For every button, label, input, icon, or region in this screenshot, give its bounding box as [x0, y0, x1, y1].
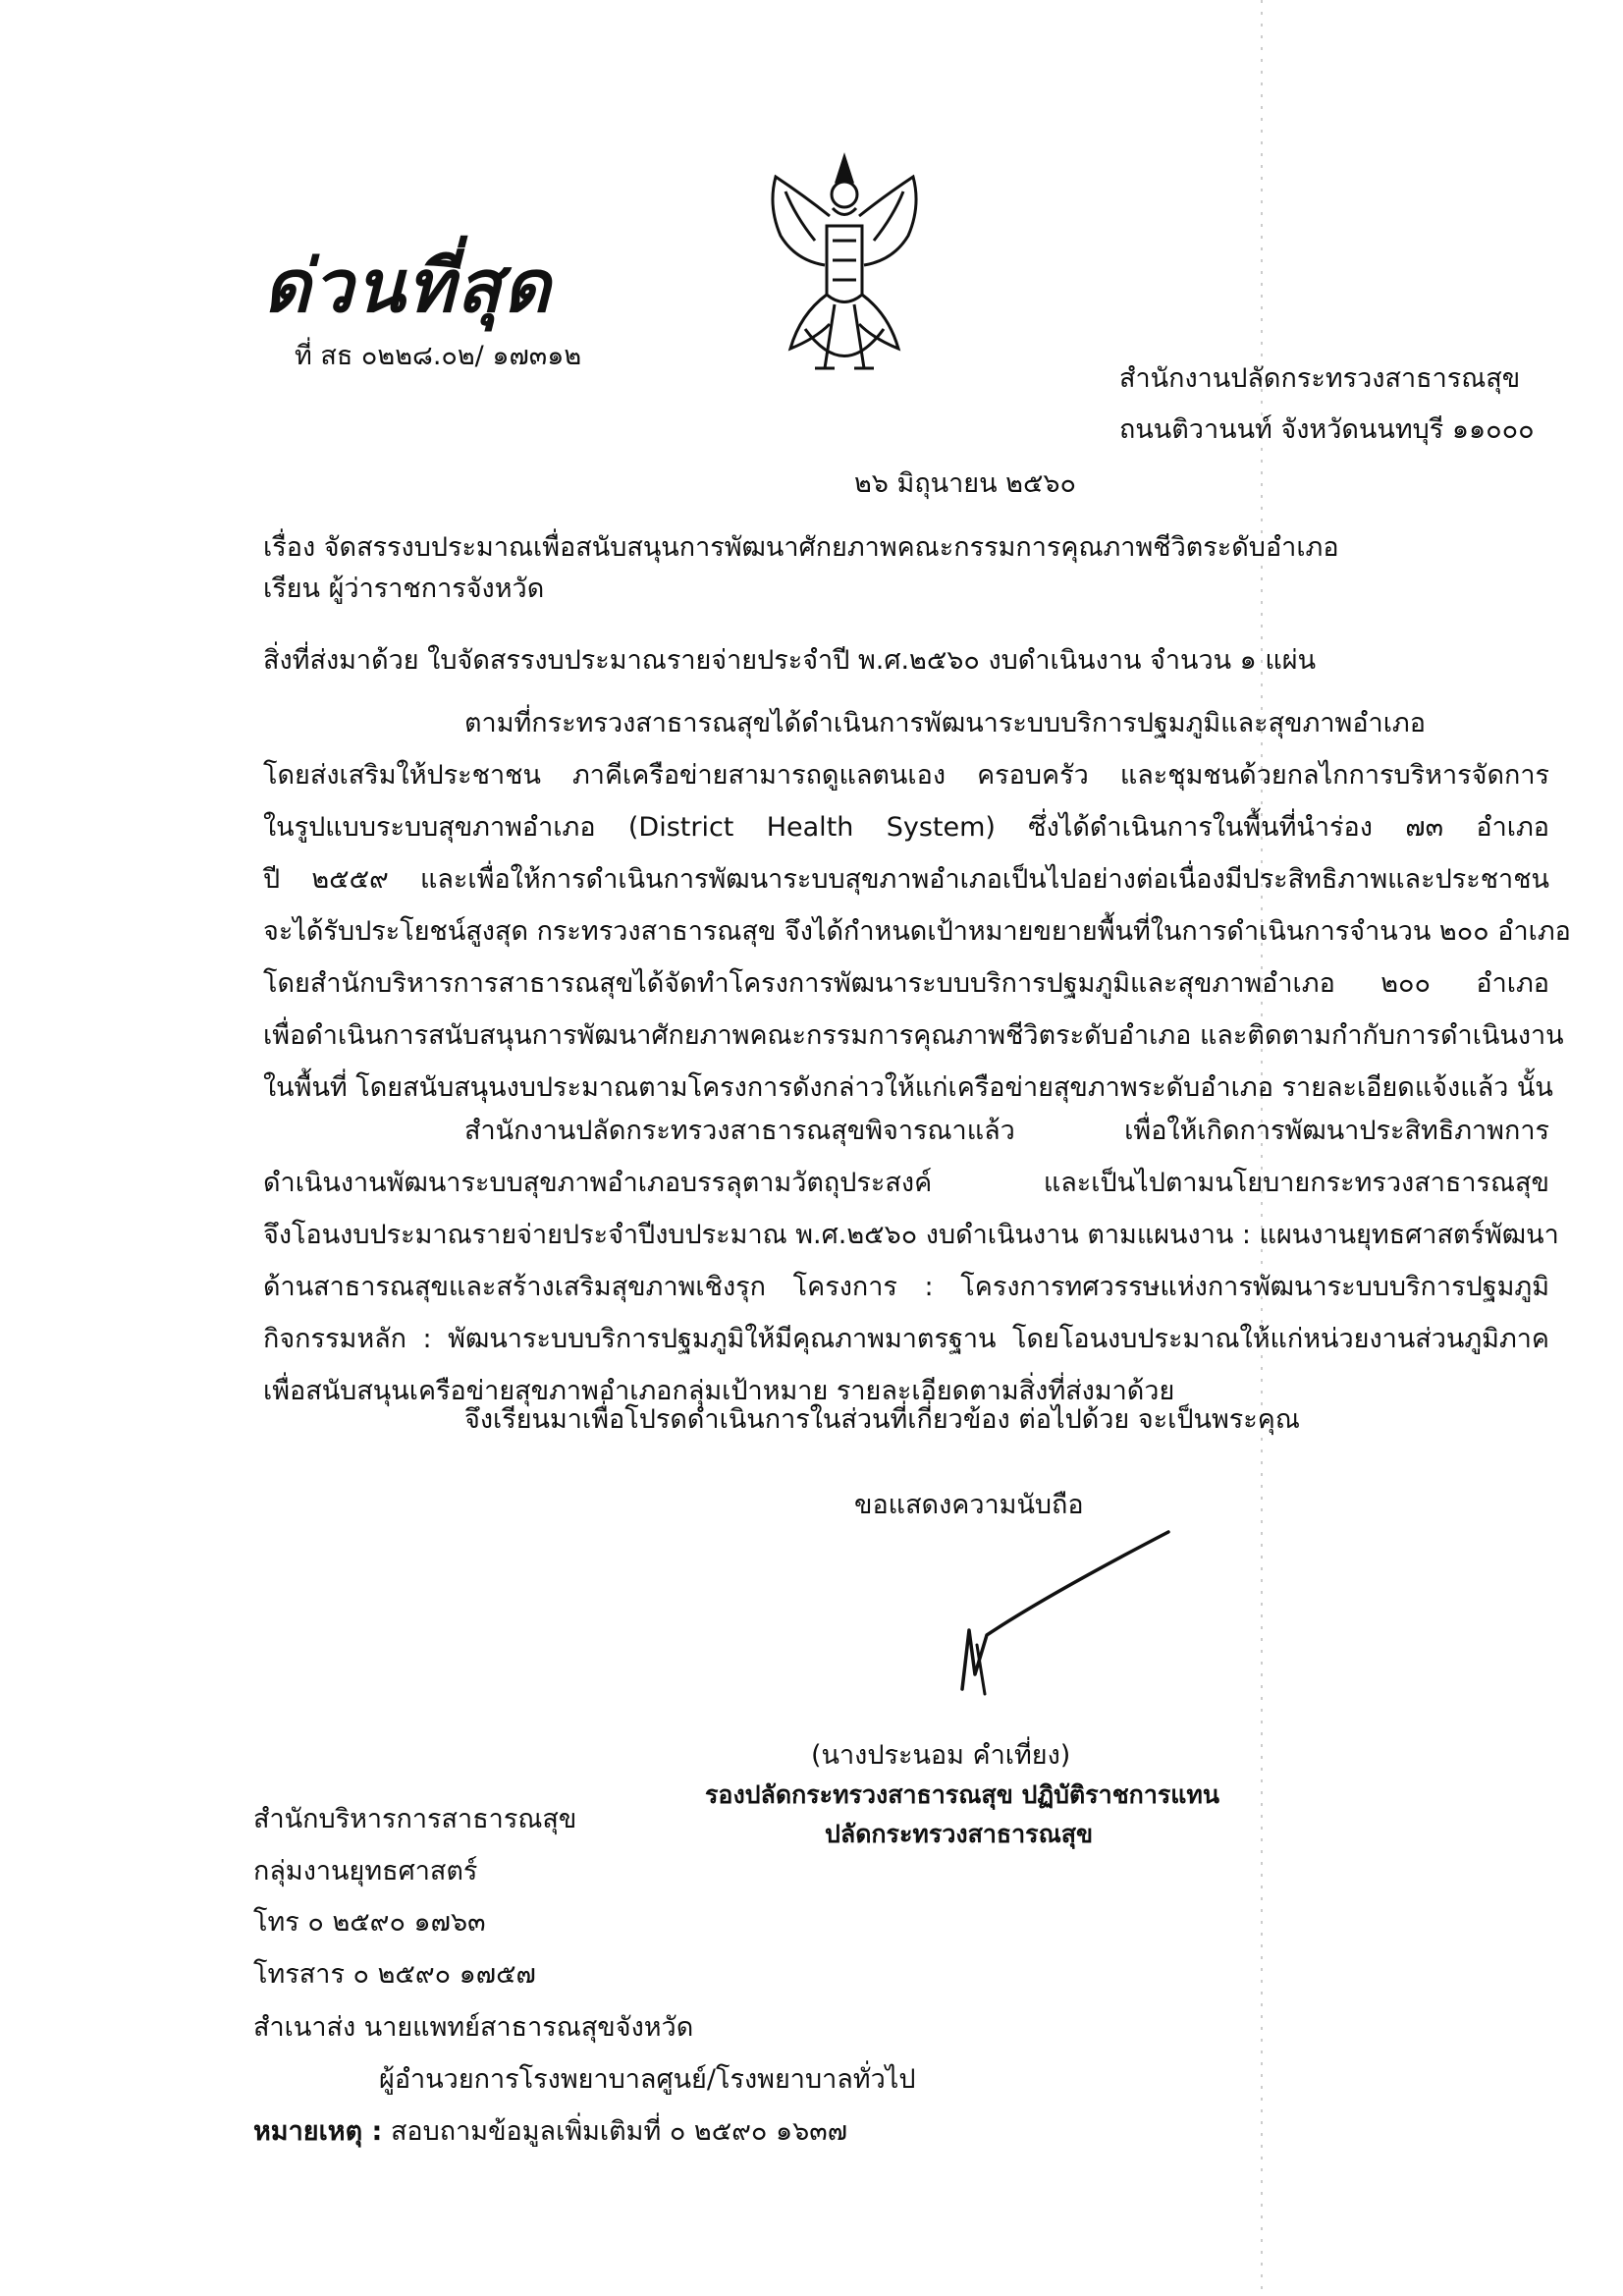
urgency-stamp: ด่วนที่สุด — [263, 245, 553, 329]
paragraph-line: ปี ๒๕๕๙ และเพื่อให้การดำเนินการพัฒนาระบบสุขภาพอำเภอเป็นไปอย่างต่อเนื่องมีประสิทธิภาพและประชาชน — [263, 864, 1549, 895]
paragraph-line: ในรูปแบบระบบสุขภาพอำเภอ (District Health System) ซึ่งได้ดำเนินการในพื้นที่นำร่อง ๗๓ อำเภอ — [263, 812, 1549, 843]
paragraph-line: กิจกรรมหลัก : พัฒนาระบบบริการปฐมภูมิให้มีคุณภาพมาตรฐาน โดยโอนงบประมาณให้แก่หน่วยงานส่วนภูมิภาค — [263, 1324, 1549, 1354]
enclosure-line: สิ่งที่ส่งมาด้วย ใบจัดสรรงบประมาณรายจ่ายประจำปี พ.ศ.๒๕๖๐ งบดำเนินงาน จำนวน ๑ แผ่น — [263, 645, 1317, 676]
regards: ขอแสดงความนับถือ — [854, 1490, 1084, 1520]
signer-position-2: ปลัดกระทรวงสาธารณสุข — [825, 1820, 1094, 1848]
paragraph-line: โดยสำนักบริหารการสาธารณสุขได้จัดทำโครงการพัฒนาระบบบริการปฐมภูมิและสุขภาพอำเภอ ๒๐๐ อำเภอ — [263, 968, 1549, 999]
paragraph-line: สำนักงานปลัดกระทรวงสาธารณสุขพิจารณาแล้ว เพื่อให้เกิดการพัฒนาประสิทธิภาพการ — [464, 1116, 1549, 1146]
note-label: หมายเหตุ : — [253, 2116, 383, 2147]
body-paragraph-1 — [263, 697, 1571, 1114]
footer-note — [253, 2114, 847, 2150]
paragraph-line: เพื่อดำเนินการสนับสนุนการพัฒนาศักยภาพคณะกรรมการคุณภาพชีวิตระดับอำเภอ และติดตามกำกับการดำเนินงาน — [263, 1020, 1564, 1051]
paragraph-line: ดำเนินงานพัฒนาระบบสุขภาพอำเภอบรรลุตามวัตถุประสงค์ และเป็นไปตามนโยบายกระทรวงสาธารณสุข — [263, 1168, 1549, 1198]
paragraph-line: เพื่อสนับสนุนเครือข่ายสุขภาพอำเภอกลุ่มเป้าหมาย รายละเอียดตามสิ่งที่ส่งมาด้วย — [263, 1376, 1175, 1406]
reference-number: ที่ สธ ๐๒๒๘.๐๒/ ๑๗๓๑๒ — [295, 341, 582, 371]
note-text: สอบถามข้อมูลเพิ่มเติมที่ ๐ ๒๕๙๐ ๑๖๓๗ — [390, 2116, 848, 2147]
sender-office: สำนักงานปลัดกระทรวงสาธารณสุข — [1119, 363, 1521, 394]
paragraph-line: ตามที่กระทรวงสาธารณสุขได้ดำเนินการพัฒนาระบบบริการปฐมภูมิและสุขภาพอำเภอ — [464, 708, 1426, 738]
footer-copy-to-2: ผู้อำนวยการโรงพยาบาลศูนย์/โรงพยาบาลทั่วไป — [379, 2064, 916, 2095]
subject-line: เรื่อง จัดสรรงบประมาณเพื่อสนับสนุนการพัฒนาศักยภาพคณะกรรมการคุณภาพชีวิตระดับอำเภอ — [263, 532, 1339, 563]
letter-date: ๒๖ มิถุนายน ๒๕๖๐ — [854, 468, 1076, 499]
garuda-emblem-icon — [746, 147, 943, 383]
closing-sentence: จึงเรียนมาเพื่อโปรดดำเนินการในส่วนที่เกี่ยวข้อง ต่อไปด้วย จะเป็นพระคุณ — [464, 1404, 1300, 1435]
footer-phone: โทร ๐ ๒๕๙๐ ๑๗๖๓ — [253, 1907, 486, 1938]
signer-position-1: รองปลัดกระทรวงสาธารณสุข ปฏิบัติราชการแทน — [705, 1780, 1219, 1809]
paragraph-line: จึงโอนงบประมาณรายจ่ายประจำปีงบประมาณ พ.ศ.๒๕๖๐ งบดำเนินงาน ตามแผนงาน : แผนงานยุทธศาสตร์พัฒนา — [263, 1220, 1559, 1250]
sender-address: ถนนติวานนท์ จังหวัดนนทบุรี ๑๑๐๐๐ — [1119, 414, 1535, 445]
footer-group: กลุ่มงานยุทธศาสตร์ — [253, 1856, 478, 1886]
paragraph-line: โดยส่งเสริมให้ประชาชน ภาคีเครือข่ายสามารถดูแลตนเอง ครอบครัว และชุมชนด้วยกลไกการบริหารจัดการ — [263, 760, 1549, 791]
recipient-line: เรียน ผู้ว่าราชการจังหวัด — [263, 574, 545, 604]
body-paragraph-2 — [263, 1105, 1559, 1417]
handwritten-signature — [957, 1527, 1173, 1699]
paragraph-line: ในพื้นที่ โดยสนับสนุนงบประมาณตามโครงการดังกล่าวให้แก่เครือข่ายสุขภาพระดับอำเภอ รายละเอียดแจ้งแล้ว นั้น — [263, 1072, 1553, 1103]
paragraph-line: จะได้รับประโยชน์สูงสุด กระทรวงสาธารณสุข จึงได้กำหนดเป้าหมายขยายพื้นที่ในการดำเนินการจำนวน ๒๐๐ อำเภอ — [263, 916, 1571, 947]
paragraph-line: ด้านสาธารณสุขและสร้างเสริมสุขภาพเชิงรุก โครงการ : โครงการทศวรรษแห่งการพัฒนาระบบบริการปฐมภูมิ — [263, 1272, 1549, 1302]
signer-name: (นางประนอม คำเที่ยง) — [811, 1740, 1071, 1771]
footer-department: สำนักบริหารการสาธารณสุข — [253, 1804, 577, 1834]
footer-copy-to: สำเนาส่ง นายแพทย์สาธารณสุขจังหวัด — [253, 2012, 694, 2043]
footer-fax: โทรสาร ๐ ๒๕๙๐ ๑๗๕๗ — [253, 1959, 536, 1990]
